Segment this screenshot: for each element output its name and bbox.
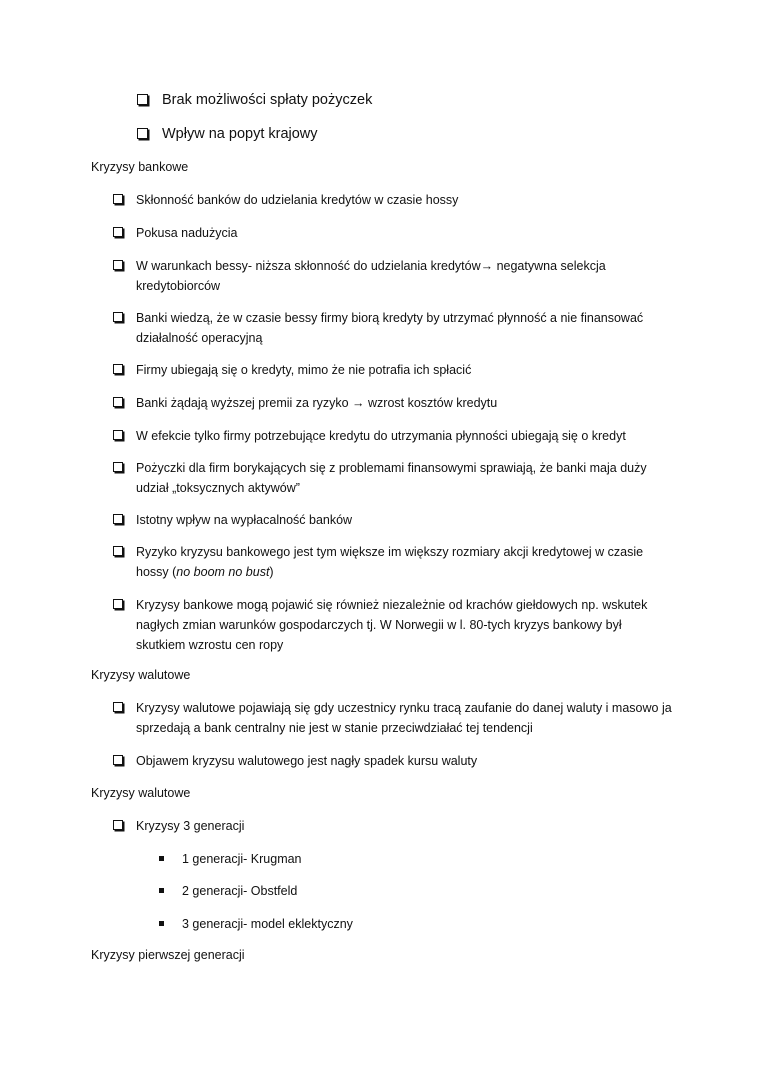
checkbox-bullet-icon bbox=[113, 260, 123, 270]
section-heading-currency: Kryzysy walutowe bbox=[91, 668, 191, 682]
section-heading-banking: Kryzysy bankowe bbox=[91, 160, 189, 174]
list-item-text bbox=[136, 542, 673, 582]
list-item-text: Brak możliwości spłaty pożyczek bbox=[162, 92, 373, 108]
list-item bbox=[113, 542, 673, 582]
list-item bbox=[113, 393, 673, 413]
sub-list-item bbox=[159, 881, 559, 901]
sub-list-item bbox=[159, 849, 559, 869]
checkbox-bullet-icon bbox=[113, 702, 123, 712]
list-item-text: Kryzysy walutowe pojawiają się gdy uczestnicy rynku tracą zaufanie do danej waluty i masowo ja sprzedają a bank centralny nie jest w stanie przeciwdziałać tej tendencji bbox=[136, 701, 672, 735]
list-item-text: Kryzysy 3 generacji bbox=[136, 819, 245, 833]
checkbox-bullet-icon bbox=[113, 820, 123, 830]
list-item bbox=[113, 698, 673, 738]
checkbox-bullet-icon bbox=[113, 430, 123, 440]
checkbox-bullet-icon bbox=[113, 462, 123, 472]
list-item-text: Pożyczki dla firm borykających się z problemami finansowymi sprawiają, że banki maja duży udział „toksycznych aktywów” bbox=[136, 461, 647, 495]
checkbox-bullet-icon bbox=[137, 94, 148, 105]
sub-list-item bbox=[159, 914, 559, 934]
risk-item-italic: no boom no bust bbox=[176, 565, 270, 579]
list-item-text: Objawem kryzysu walutowego jest nagły spadek kursu waluty bbox=[136, 754, 478, 768]
list-item-text: Kryzysy bankowe mogą pojawić się również niezależnie od krachów giełdowych np. wskutek nagłych zmian warunków gospodarczych tj. W Norwegii w l. 80-tych kryzys bankowy był skutkiem wzrostu cen ropy bbox=[136, 598, 648, 652]
checkbox-bullet-icon bbox=[113, 194, 123, 204]
square-bullet-icon bbox=[159, 856, 164, 861]
list-item bbox=[137, 125, 697, 143]
checkbox-bullet-icon bbox=[113, 599, 123, 609]
checkbox-bullet-icon bbox=[113, 227, 123, 237]
list-item-text: Skłonność banków do udzielania kredytów w czasie hossy bbox=[136, 193, 459, 207]
list-item bbox=[113, 308, 673, 348]
checkbox-bullet-icon bbox=[113, 514, 123, 524]
list-item-text: Istotny wpływ na wypłacalność banków bbox=[136, 513, 353, 527]
list-item bbox=[113, 426, 673, 446]
checkbox-bullet-icon bbox=[113, 364, 123, 374]
checkbox-bullet-icon bbox=[137, 128, 148, 139]
checkbox-bullet-icon bbox=[113, 397, 123, 407]
risk-item-text: Ryzyko kryzysu bankowego jest tym większe im większy rozmiary akcji kredytowej w czasie hossy ( bbox=[136, 545, 644, 579]
list-item bbox=[113, 190, 673, 210]
checkbox-bullet-icon bbox=[113, 312, 123, 322]
list-item-text: Firmy ubiegają się o kredyty, mimo że nie potrafia ich spłacić bbox=[136, 363, 472, 377]
list-item bbox=[113, 458, 673, 498]
square-bullet-icon bbox=[159, 921, 164, 926]
section-heading-currency-2: Kryzysy walutowe bbox=[91, 786, 191, 800]
list-item bbox=[113, 816, 673, 836]
checkbox-bullet-icon bbox=[113, 546, 123, 556]
list-item bbox=[113, 256, 673, 296]
sub-list-item-text: 2 generacji- Obstfeld bbox=[182, 884, 298, 898]
square-bullet-icon bbox=[159, 888, 164, 893]
sub-list-item-text: 3 generacji- model eklektyczny bbox=[182, 917, 353, 931]
list-item bbox=[113, 510, 673, 530]
risk-item-close: ) bbox=[269, 565, 274, 579]
list-item-text: W efekcie tylko firmy potrzebujące kredytu do utrzymania płynności ubiegają się o kredyt bbox=[136, 429, 626, 443]
list-item-text: Wpływ na popyt krajowy bbox=[162, 126, 318, 142]
section-heading-first-gen: Kryzysy pierwszej generacji bbox=[91, 948, 245, 962]
checkbox-bullet-icon bbox=[113, 755, 123, 765]
list-item-text: Banki żądają wyższej premii za ryzyko → wzrost kosztów kredytu bbox=[136, 396, 498, 410]
list-item bbox=[113, 360, 673, 380]
list-item-text: W warunkach bessy- niższa skłonność do udzielania kredytów→ negatywna selekcja kredytobiorców bbox=[136, 259, 606, 293]
list-item-text: Pokusa nadużycia bbox=[136, 226, 238, 240]
list-item bbox=[113, 595, 673, 655]
list-item bbox=[113, 223, 673, 243]
sub-list-item-text: 1 generacji- Krugman bbox=[182, 852, 302, 866]
list-item bbox=[113, 751, 673, 771]
list-item-text: Banki wiedzą, że w czasie bessy firmy biorą kredyty by utrzymać płynność a nie finansować działalność operacyjną bbox=[136, 311, 644, 345]
list-item bbox=[137, 91, 697, 109]
